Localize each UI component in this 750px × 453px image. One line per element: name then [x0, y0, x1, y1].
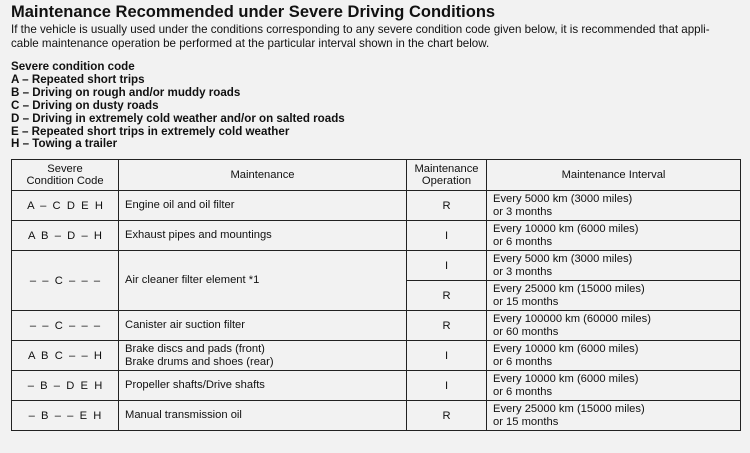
condition-code-cell: – – C – – –: [12, 251, 119, 311]
operation-cell: I: [407, 251, 487, 281]
condition-code-cell: A B C – – H: [12, 341, 119, 371]
condition-code-cell: – B – D E H: [12, 371, 119, 401]
condition-code-cell: A – C D E H: [12, 191, 119, 221]
interval-cell: Every 10000 km (6000 miles) or 6 months: [487, 371, 741, 401]
code-item-c: C – Driving on dusty roads: [11, 98, 159, 112]
code-item-b: B – Driving on rough and/or muddy roads: [11, 85, 241, 99]
code-item-d: D – Driving in extremely cold weather and/or on salted roads: [11, 111, 345, 125]
table-row: [12, 341, 741, 371]
operation-cell: I: [407, 341, 487, 371]
maintenance-table: [11, 159, 741, 431]
intro-line: If the vehicle is usually used under the conditions corresponding to any severe condition code given below, it is recommended that appli-: [11, 23, 710, 36]
maintenance-cell: Air cleaner filter element *1: [119, 251, 407, 311]
header-condition-code: Severe Condition Code: [12, 160, 119, 191]
condition-code-cell: A B – D – H: [12, 221, 119, 251]
table-body: [12, 191, 741, 431]
header-maintenance: Maintenance: [119, 160, 407, 191]
operation-cell: R: [407, 191, 487, 221]
header-interval: Maintenance Interval: [487, 160, 741, 191]
code-item-h: H – Towing a trailer: [11, 137, 118, 151]
table-row: [12, 191, 741, 221]
maintenance-cell: Manual transmission oil: [119, 401, 407, 431]
interval-cell: Every 10000 km (6000 miles) or 6 months: [487, 341, 741, 371]
condition-code-cell: – B – – E H: [12, 401, 119, 431]
interval-cell: Every 100000 km (60000 miles) or 60 months: [487, 311, 741, 341]
table-row: [12, 311, 741, 341]
table-row: [12, 251, 741, 281]
code-item-e: E – Repeated short trips in extremely cold weather: [11, 124, 290, 138]
operation-cell: R: [407, 311, 487, 341]
maintenance-cell: Exhaust pipes and mountings: [119, 221, 407, 251]
table-row: [12, 371, 741, 401]
interval-cell: Every 5000 km (3000 miles) or 3 months: [487, 191, 741, 221]
maintenance-cell: Canister air suction filter: [119, 311, 407, 341]
interval-cell: Every 25000 km (15000 miles) or 15 months: [487, 401, 741, 431]
operation-cell: R: [407, 281, 487, 311]
table-row: [12, 221, 741, 251]
operation-cell: R: [407, 401, 487, 431]
intro-line: cable maintenance operation be performed at the particular interval shown in the chart below.: [11, 36, 490, 50]
maintenance-cell: Brake discs and pads (front) Brake drums and shoes (rear): [119, 341, 407, 371]
interval-cell: Every 10000 km (6000 miles) or 6 months: [487, 221, 741, 251]
operation-cell: I: [407, 371, 487, 401]
maintenance-cell: Propeller shafts/Drive shafts: [119, 371, 407, 401]
maintenance-cell: Engine oil and oil filter: [119, 191, 407, 221]
code-item-a: A – Repeated short trips: [11, 72, 145, 86]
operation-cell: I: [407, 221, 487, 251]
intro-paragraph: [11, 23, 741, 50]
header-operation: Maintenance Operation: [407, 160, 487, 191]
condition-code-cell: – – C – – –: [12, 311, 119, 341]
table-row: [12, 401, 741, 431]
severe-condition-code-list: [11, 61, 345, 151]
interval-cell: Every 25000 km (15000 miles) or 15 months: [487, 281, 741, 311]
page-title: Maintenance Recommended under Severe Driving Conditions: [11, 3, 496, 21]
interval-cell: Every 5000 km (3000 miles) or 3 months: [487, 251, 741, 281]
codes-heading: Severe condition code: [11, 60, 135, 73]
table-header-row: [12, 160, 741, 191]
